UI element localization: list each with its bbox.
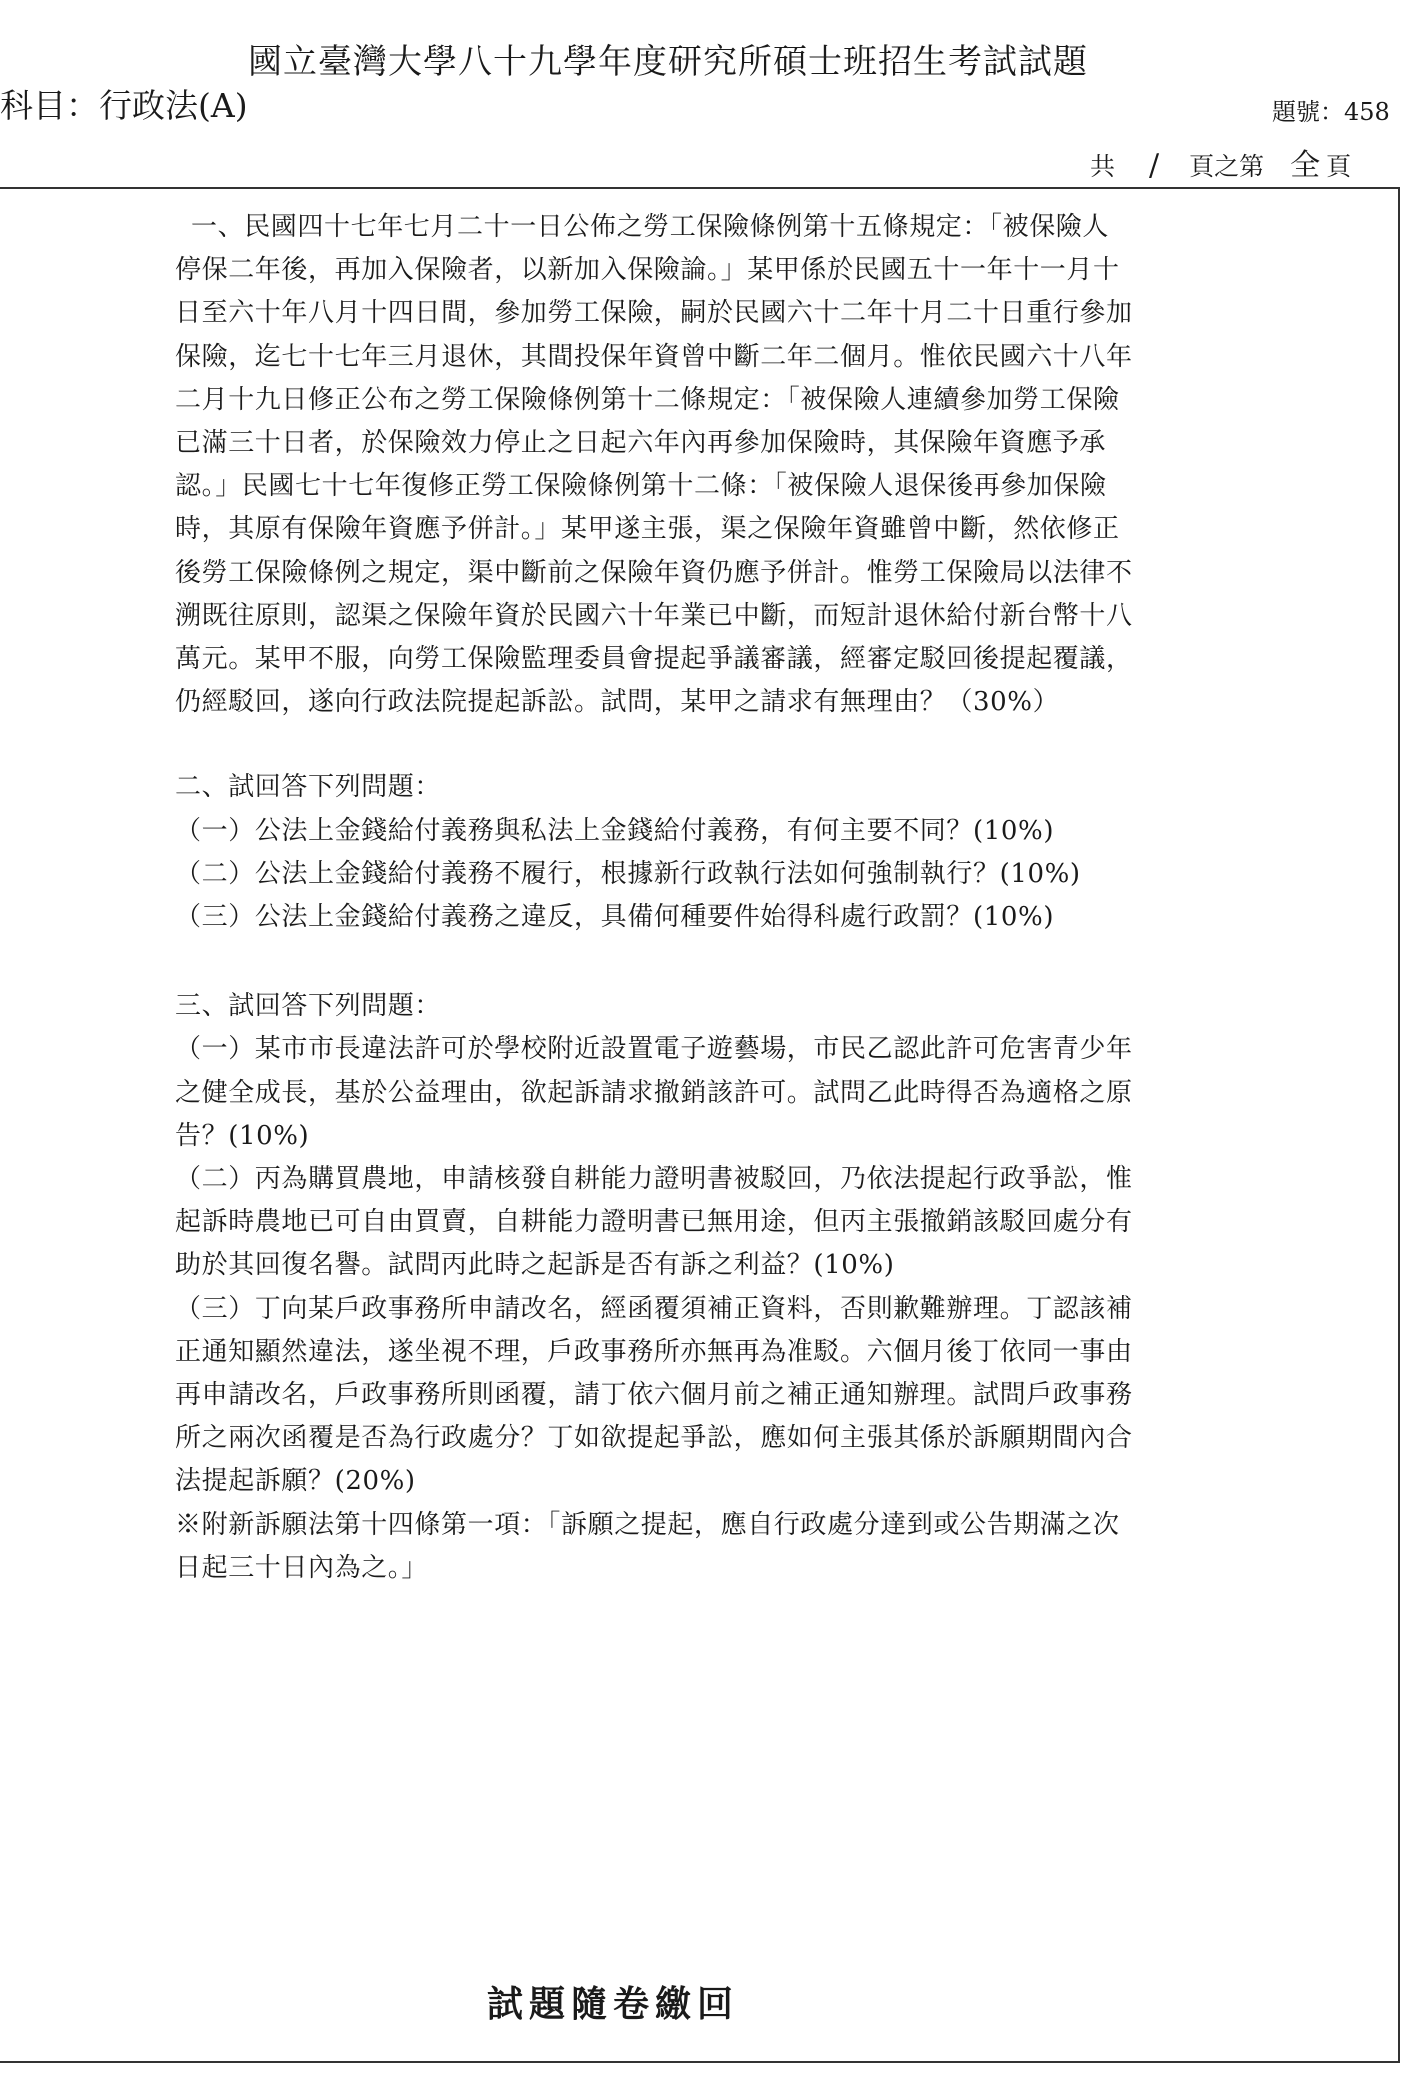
page-total: / xyxy=(1149,148,1160,183)
exam-number: 題號：458 xyxy=(1272,98,1390,126)
page-suffix: 頁 xyxy=(1326,152,1352,181)
exam-title: 國立臺灣大學八十九學年度研究所碩士班招生考試試題 xyxy=(248,42,1088,82)
question-2-item: （二）公法上金錢給付義務不履行，根據新行政執行法如何強制執行？(10%) xyxy=(175,858,1081,889)
page-of-label: 頁之第 xyxy=(1189,152,1265,181)
question-2-heading: 二、試回答下列問題： xyxy=(175,772,442,803)
question-2-item: （三）公法上金錢給付義務之違反，具備何種要件始得科處行政罰？(10%) xyxy=(175,902,1055,933)
return-notice: 試題隨卷繳回 xyxy=(487,1983,740,2025)
page-current: 全 xyxy=(1290,148,1321,183)
question-3-item: （二）丙為購買農地，申請核發自耕能力證明書被駁回，乃依法提起行政爭訟，惟起訴時農地已可自由買賣，自耕能力證明書已無用途，但丙主張撤銷該駁回處分有助於其回復名譽。試問丙此時之起訴是否有訴之利益？(10%) xyxy=(175,1164,1133,1281)
page-total-label: 共 xyxy=(1090,152,1116,181)
question-3-heading: 三、試回答下列問題： xyxy=(175,991,442,1022)
question-content xyxy=(175,206,1135,1590)
question-2-item: （一）公法上金錢給付義務與私法上金錢給付義務，有何主要不同？(10%) xyxy=(175,815,1055,846)
question-1: 一、民國四十七年七月二十一日公佈之勞工保險條例第十五條規定：「被保險人停保二年後，再加入保險者，以新加入保險論。」某甲係於民國五十一年十一月十日至六十年八月十四日間，參加勞工保險，嗣於民國六十二年十月二十日重行參加保險，迄七十七年三月退休，其間投保年資曾中斷二年二個月。惟依民國六十八年二月十九日修正公布之勞工保險條例第十二條規定：「被保險人連續參加勞工保險已滿三十日者，於保險效力停止之日起六年內再參加保險時，其保險年資應予承認。」民國七十七年復修正勞工保險條例第十二條：「被保險人退保後再參加保險時，其原有保險年資應予併計。」某甲遂主張，渠之保險年資雖曾中斷，然依修正後勞工保險條例之規定，渠中斷前之保險年資仍應予併計。惟勞工保險局以法律不溯既往原則，認渠之保險年資於民國六十年業已中斷，而短計退休給付新台幣十八萬元。某甲不服，向勞工保險監理委員會提起爭議審議，經審定駁回後提起覆議，仍經駁回，遂向行政法院提起訴訟。試問，某甲之請求有無理由？（30%） xyxy=(175,212,1133,718)
question-3-note: ※附新訴願法第十四條第一項：「訴願之提起，應自行政處分達到或公告期滿之次日起三十日內為之。」 xyxy=(175,1509,1120,1583)
question-3-item: （一）某市市長違法許可於學校附近設置電子遊藝場，市民乙認此許可危害青少年之健全成長，基於公益理由，欲起訴請求撤銷該許可。試問乙此時得否為適格之原告？(10%) xyxy=(175,1034,1133,1151)
question-3-item: （三）丁向某戶政事務所申請改名，經函覆須補正資料，否則歉難辦理。丁認該補正通知顯然違法，遂坐視不理，戶政事務所亦無再為准駁。六個月後丁依同一事由再申請改名，戶政事務所則函覆，請丁依六個月前之補正通知辦理。試問戶政事務所之兩次函覆是否為行政處分？丁如欲提起爭訟，應如何主張其係於訴願期間內合法提起訴願？(20%) xyxy=(175,1293,1133,1497)
question-2 xyxy=(175,766,1135,939)
page-info xyxy=(1090,140,1351,184)
exam-subject: 科目：行政法(A) xyxy=(0,86,248,125)
question-3 xyxy=(175,985,1135,1590)
